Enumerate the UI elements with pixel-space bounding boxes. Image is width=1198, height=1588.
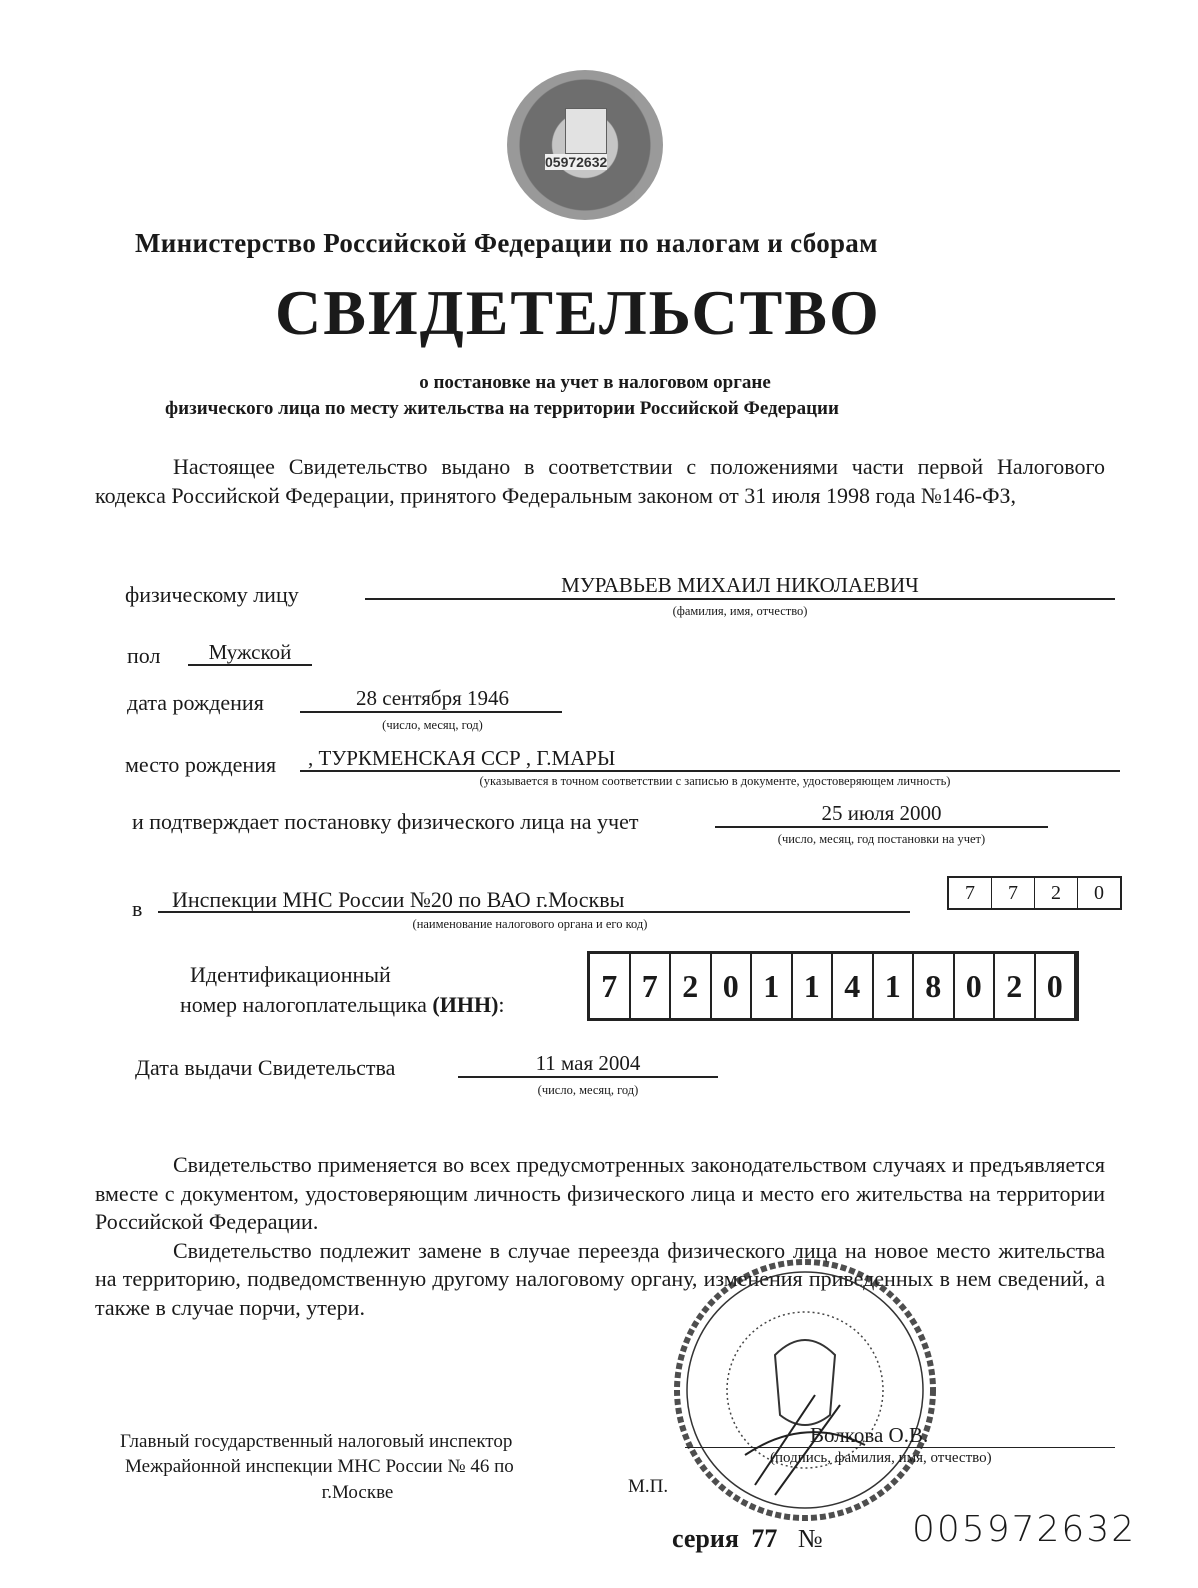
inn-label-abbr: (ИНН) [432, 992, 499, 1017]
document-title: СВИДЕТЕЛЬСТВО [275, 277, 881, 348]
person-label: физическому лицу [125, 582, 299, 607]
birth-place-caption: (указывается в точном соответствии с записью в документе, удостоверяющем личность) [479, 774, 951, 788]
code-digit: 7 [949, 878, 992, 908]
code-digit: 0 [1094, 881, 1104, 904]
inn-label-colon: : [498, 992, 505, 1017]
inn-digit: 1 [874, 954, 915, 1018]
inn-digit: 1 [793, 954, 834, 1018]
birth-date-value: 28 сентября 1946 [355, 686, 510, 710]
notes [95, 1151, 1105, 1322]
sex-label: пол [127, 643, 161, 668]
inn-digit: 0 [1036, 954, 1077, 1018]
issue-date-caption: (число, месяц, год) [537, 1083, 639, 1097]
series-label: серия [672, 1524, 739, 1553]
inn-digit: 1 [752, 954, 793, 1018]
inn-digit: 4 [833, 954, 874, 1018]
position-line-2: Межрайонной инспекции МНС России № 46 по [125, 1456, 514, 1477]
issue-date-value: 11 мая 2004 [535, 1051, 641, 1075]
registration-label: и подтверждает постановку физического лица на учет [132, 809, 639, 834]
signer-name: Волкова О.В. [810, 1423, 929, 1447]
inn-digit: 2 [671, 954, 712, 1018]
hologram-seal [507, 70, 663, 220]
inn-label-text: номер налогоплательщика [180, 992, 433, 1017]
inn-digit: 0 [955, 954, 996, 1018]
inn-digit: 0 [712, 954, 753, 1018]
authority-caption: (наименование налогового органа и его код) [412, 917, 648, 931]
person-caption: (фамилия, имя, отчество) [672, 604, 808, 618]
sex-value: Мужской [208, 640, 292, 664]
person-value: МУРАВЬЕВ МИХАИЛ НИКОЛАЕВИЧ [561, 573, 919, 597]
ministry-heading: Министерство Российской Федерации по налогам и сборам [135, 228, 878, 258]
eagle-emblem-icon [775, 1340, 835, 1425]
stamp-place: М.П. [628, 1476, 669, 1497]
birth-date-caption: (число, месяц, год) [382, 718, 483, 732]
issue-date-label: Дата выдачи Свидетельства [135, 1055, 396, 1080]
inn-label-2 [180, 992, 505, 1018]
inn-boxes [587, 951, 1079, 1021]
authority-value: Инспекции МНС России №20 по ВАО г.Москвы [172, 887, 625, 912]
inn-digit: 7 [631, 954, 672, 1018]
authority-code-boxes [947, 876, 1122, 910]
inn-label-1: Идентификационный [190, 962, 391, 987]
inn-digit: 2 [995, 954, 1036, 1018]
code-digit: 7 [992, 878, 1035, 908]
registration-caption: (число, месяц, год постановки на учет) [777, 832, 986, 846]
coat-of-arms-icon [565, 108, 607, 154]
signature-caption: (подпись, фамилия, имя, отчество) [770, 1450, 992, 1466]
series [672, 1524, 823, 1554]
series-value: 77 [751, 1524, 778, 1553]
inn-digit: 8 [914, 954, 955, 1018]
person-underline [365, 598, 1115, 600]
subtitle-2: физического лица по месту жительства на территории Российской Федерации [165, 398, 839, 419]
birth-date-underline [300, 711, 562, 713]
sex-underline [188, 664, 312, 666]
code-digit: 2 [1035, 878, 1078, 908]
inn-digit: 7 [590, 954, 631, 1018]
number-sign: № [797, 1524, 823, 1553]
intro-text: Настоящее Свидетельство выдано в соответствии с положениями части первой Налогового кодекса Российской Федерации, принятого Федеральным законом от 31 июля 1998 года №146-ФЗ, [95, 454, 1105, 508]
registration-underline [715, 826, 1048, 828]
note-1: Свидетельство применяется во всех предусмотренных законодательством случаях и предъявляется вместе с документом, удостоверяющим личность физического лица и место его жительства на территории Российской Федерации. [95, 1152, 1105, 1234]
birth-date-label: дата рождения [127, 690, 264, 715]
position-line-3: г.Москве [321, 1482, 394, 1503]
birth-place-value: , ТУРКМЕНСКАЯ ССР , Г.МАРЫ [308, 746, 616, 770]
birth-place-label: место рождения [125, 752, 277, 777]
authority-prefix: в [132, 896, 143, 921]
note-2: Свидетельство подлежит замене в случае переезда физического лица на новое место жительства на территорию, подведомственную другому налоговому органу, изменения приведенных в нем сведений, а также в случае порчи, утери. [95, 1237, 1105, 1320]
serial-number: 005972632 [912, 1509, 1137, 1550]
intro-paragraph [95, 452, 1105, 510]
registration-value: 25 июля 2000 [821, 801, 942, 825]
issue-date-underline [458, 1076, 718, 1078]
hologram-number: 05972632 [545, 154, 608, 170]
position-line-1: Главный государственный налоговый инспектор [120, 1431, 513, 1452]
signature-underline [685, 1447, 1115, 1448]
authority-underline [158, 911, 910, 913]
birth-place-underline [300, 770, 1120, 772]
subtitle-1: о постановке на учет в налоговом органе [419, 372, 771, 393]
